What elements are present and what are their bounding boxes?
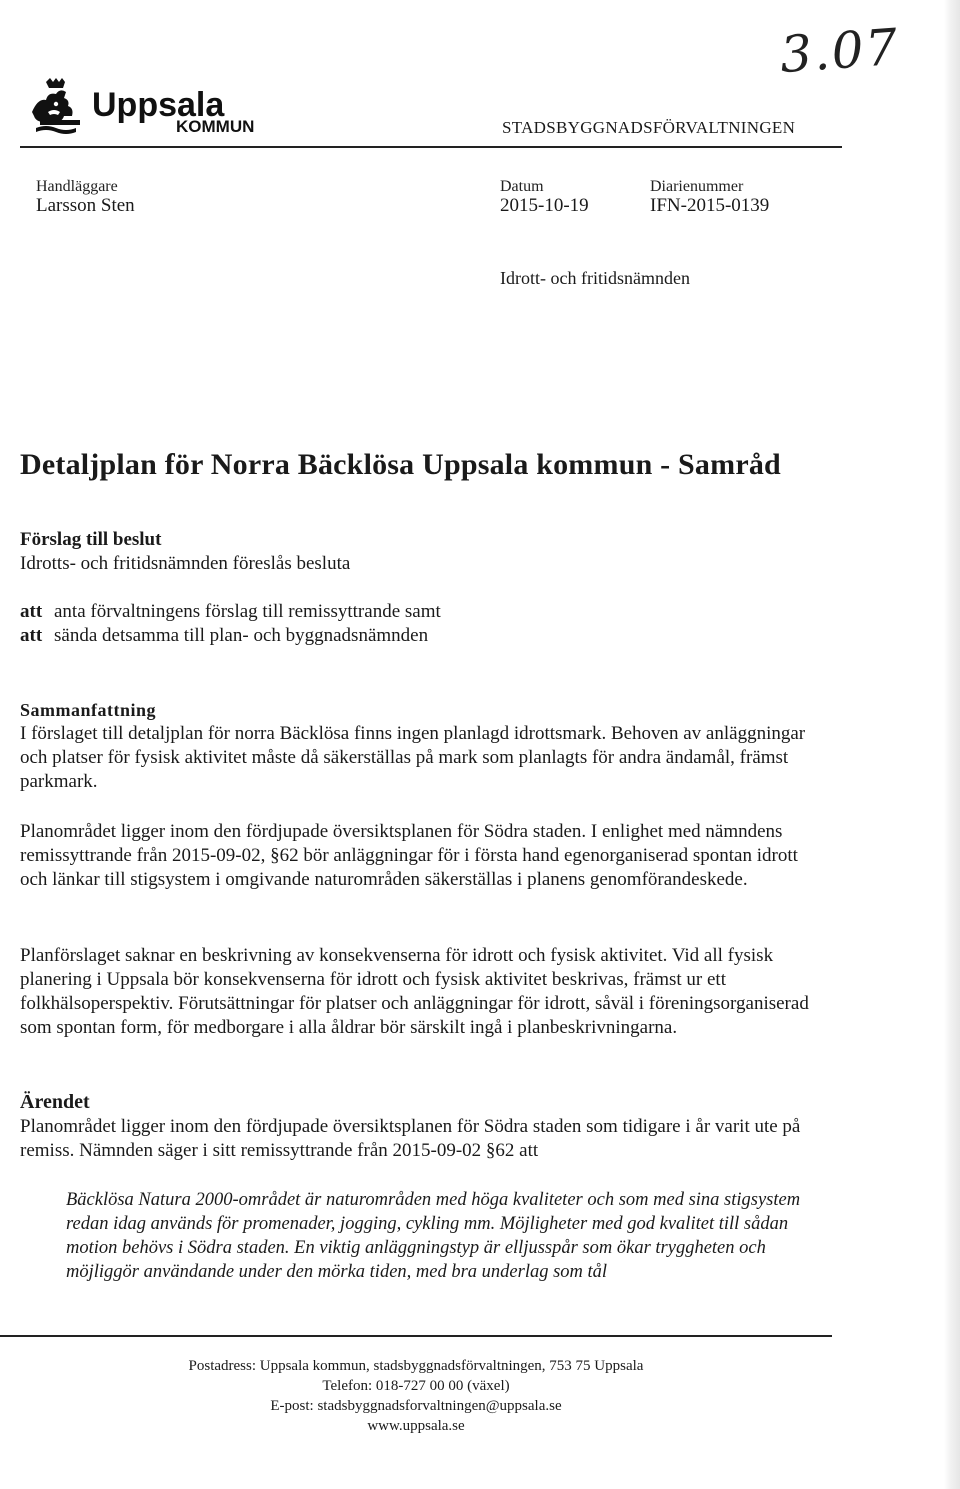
proposal-item-text: anta förvaltningens förslag till remissyttrande samt xyxy=(54,601,441,622)
datum-value: 2015-10-19 xyxy=(500,195,589,216)
diarienummer-value: IFN-2015-0139 xyxy=(650,195,770,216)
summary-heading: Sammanfattning xyxy=(20,700,157,720)
arende-paragraph: Planområdet ligger inom den fördjupade översiktsplanen för Södra staden som tidigare i år varit ute på remiss. Nämnden säger i sitt remissyttrande från 2015-09-02 §62 att xyxy=(20,1116,801,1161)
proposal-heading: Förslag till beslut xyxy=(20,529,162,550)
att-keyword: att xyxy=(20,601,43,622)
logo-icon xyxy=(26,76,266,140)
arende-heading: Ärendet xyxy=(20,1091,90,1113)
footer-phone: Telefon: 018-727 00 00 (växel) xyxy=(322,1378,510,1394)
handlaggare-value: Larsson Sten xyxy=(36,195,135,216)
proposal-item-text: sända detsamma till plan- och byggnadsnämnden xyxy=(54,625,429,646)
att-keyword: att xyxy=(20,625,43,646)
scan-edge-shadow xyxy=(944,0,960,1489)
document-title: Detaljplan för Norra Bäcklösa Uppsala kommun - Samråd xyxy=(20,448,781,481)
proposal-item xyxy=(20,624,820,648)
footer-email: E-post: stadsbyggnadsforvaltningen@uppsala.se xyxy=(270,1398,562,1414)
datum-label: Datum xyxy=(500,178,544,195)
footer-divider xyxy=(0,1335,832,1337)
logo-subtext: KOMMUN xyxy=(176,117,255,136)
proposal-intro: Idrotts- och fritidsnämnden föreslås besluta xyxy=(20,553,351,574)
handlaggare-label: Handläggare xyxy=(36,178,118,195)
footer-website: www.uppsala.se xyxy=(367,1418,465,1434)
recipient: Idrott- och fritidsnämnden xyxy=(500,268,690,288)
proposal-item xyxy=(20,600,820,624)
logo-wordmark: Uppsala xyxy=(92,86,225,124)
summary-paragraph: Planområdet ligger inom den fördjupade översiktsplanen för Södra staden. I enlighet med nämndens remissyttrande från 2015-09-02, §62 bör anläggningar för i första hand egenorganiserad spontan idrott och länkar till stigsystem i omgivande naturområden säkerställas i planens genomförandeskede. xyxy=(20,821,798,890)
department-name: STADSBYGGNADSFÖRVALTNINGEN xyxy=(502,118,796,137)
summary-paragraph: I förslaget till detaljplan för norra Bäcklösa finns ingen planlagd idrottsmark. Behoven av anläggningar och platser för fysisk aktivitet måste då säkerställas på mark som planlagts för andra ändamål, främst parkmark. xyxy=(20,723,806,792)
uppsala-kommun-logo xyxy=(26,76,266,140)
quoted-statement: Bäcklösa Natura 2000-området är naturområden med höga kvaliteter och som med sina stigsystem redan idag används för promenader, jogging, cykling mm. Möjligheter med god kvalitet till sådan motion behövs i Södra staden. En viktig anläggningstyp är elljusspår som ökar tryggheten och möjliggör användande under den mörka tiden, med bra underlag som tål xyxy=(66,1190,801,1282)
handwritten-page-number: 3.07 xyxy=(778,17,902,85)
header-divider xyxy=(20,146,842,148)
footer-address: Postadress: Uppsala kommun, stadsbyggnadsförvaltningen, 753 75 Uppsala xyxy=(188,1358,644,1374)
summary-paragraph: Planförslaget saknar en beskrivning av konsekvenserna för idrott och fysisk aktivitet. Vid all fysisk planering i Uppsala bör konsekvenserna för idrott och fysisk aktivitet beskrivas, främst ur ett folkhälsoperspektiv. Förutsättningar för platser och anläggningar för idrott, såväl i föreningsorganiserad som spontan form, för medborgare i alla åldrar bör särskilt ingå i planbeskrivningarna. xyxy=(20,945,809,1038)
diarienummer-label: Diarienummer xyxy=(650,178,744,195)
